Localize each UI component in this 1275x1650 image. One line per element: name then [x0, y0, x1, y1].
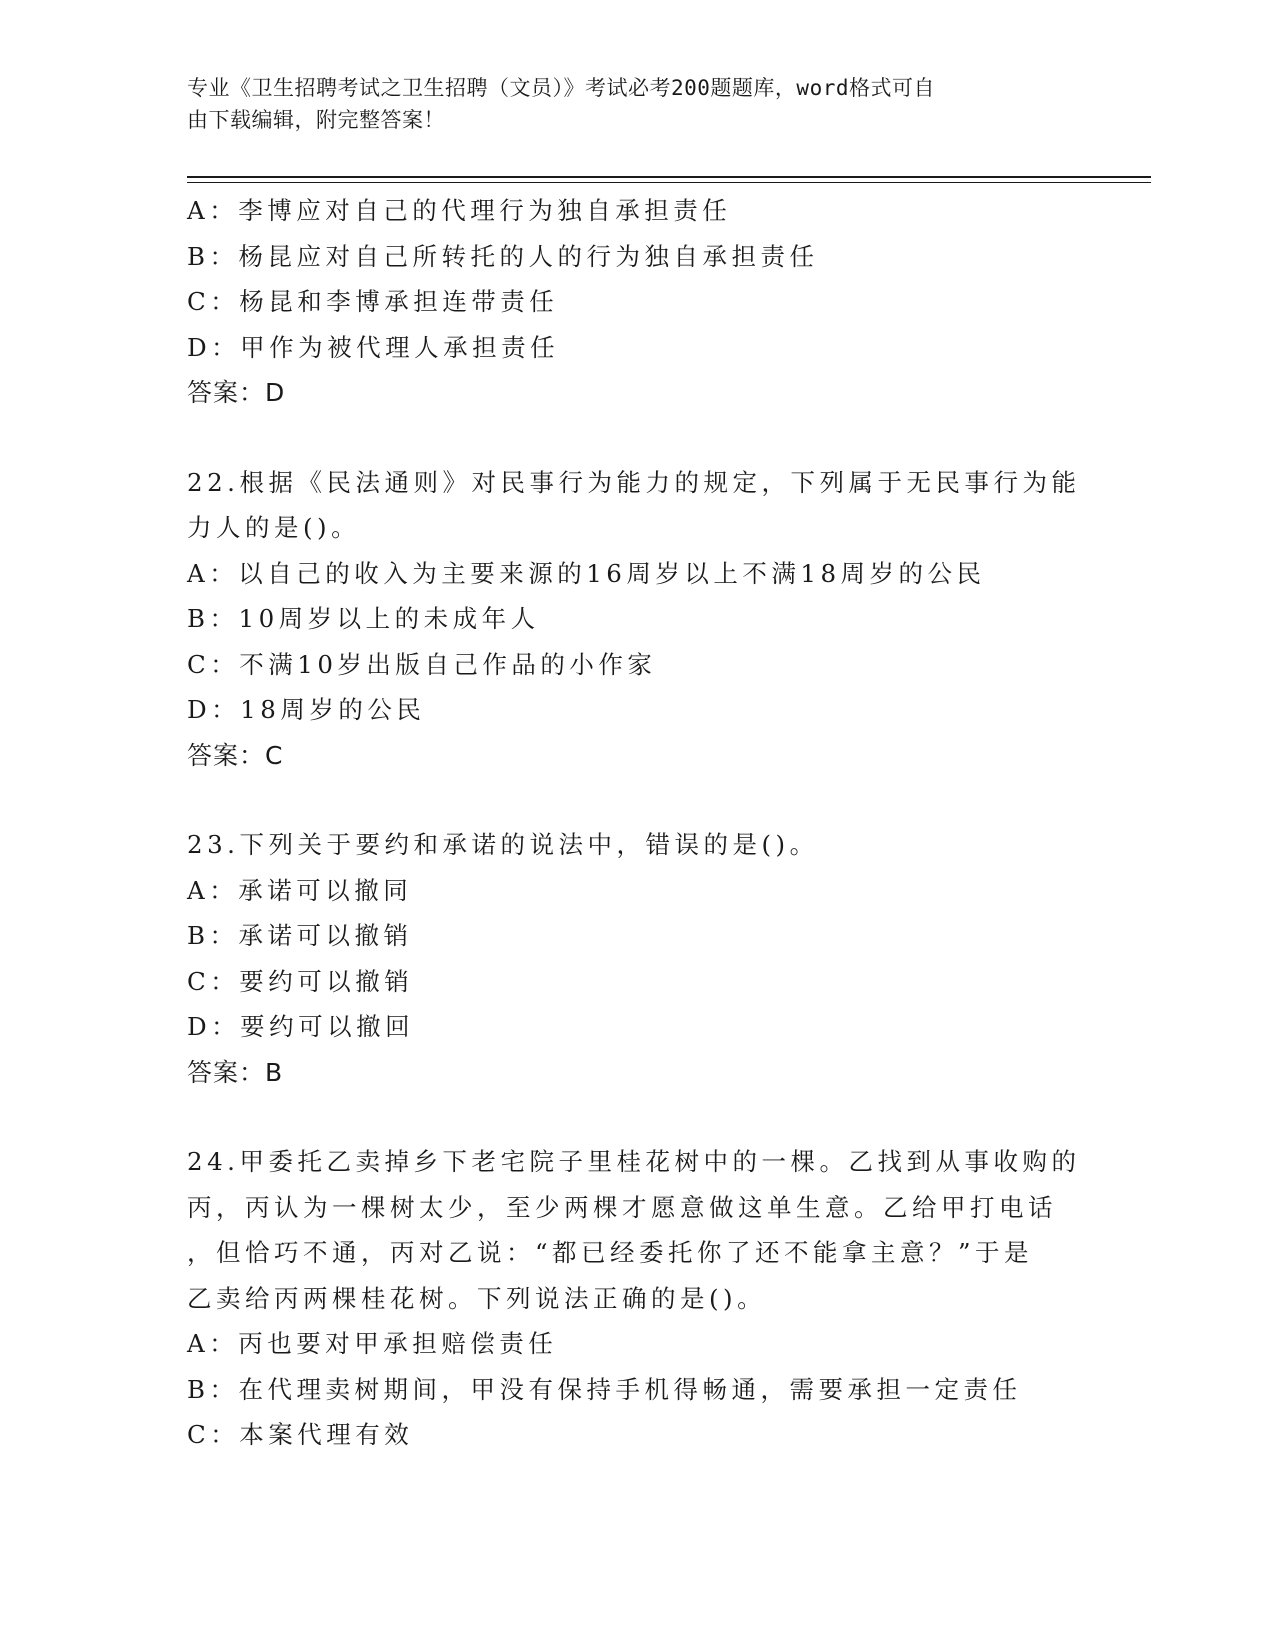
header-rule-thick	[187, 176, 1151, 178]
question-stem-line: 乙卖给丙两棵桂花树。下列说法正确的是()。	[187, 1283, 767, 1313]
option-b: B：承诺可以撤销	[187, 921, 413, 950]
question-22	[187, 460, 1087, 779]
question-stem-line: 丙，丙认为一棵树太少，至少两棵才愿意做这单生意。乙给甲打电话	[187, 1192, 1057, 1222]
header-rule-thin	[187, 182, 1151, 183]
question-stem-line: ，但恰巧不通，丙对乙说：“都已经委托你了还不能拿主意？”于是	[187, 1238, 1034, 1267]
answer: 答案：B	[187, 1057, 284, 1087]
option-c: C：本案代理有效	[187, 1420, 414, 1449]
answer: 答案：D	[187, 378, 286, 407]
option-b: B：10周岁以上的未成年人	[187, 604, 540, 633]
option-d: D：要约可以撤回	[187, 1012, 415, 1041]
document-header	[187, 72, 1087, 136]
option-a: A：承诺可以撤同	[187, 875, 413, 905]
question-23	[187, 822, 1087, 1095]
header-line-2: 由下载编辑，附完整答案！	[187, 108, 445, 132]
answer: 答案：C	[187, 740, 284, 770]
option-c: C：不满10岁出版自己作品的小作家	[187, 649, 657, 679]
option-b: B：杨昆应对自己所转托的人的行为独自承担责任	[187, 241, 819, 271]
option-d: D：18周岁的公民	[187, 695, 426, 724]
question-stem-line: 24.甲委托乙卖掉乡下老宅院子里桂花树中的一棵。乙找到从事收购的	[187, 1147, 1081, 1176]
option-b: B：在代理卖树期间，甲没有保持手机得畅通，需要承担一定责任	[187, 1374, 1022, 1404]
option-a: A：丙也要对甲承担赔偿责任	[187, 1329, 558, 1358]
question-21	[187, 188, 1087, 416]
question-stem-line: 力人的是()。	[187, 513, 361, 542]
question-24	[187, 1139, 1087, 1458]
header-line-1: 专业《卫生招聘考试之卫生招聘（文员）》考试必考200题题库，word格式可自	[187, 76, 935, 100]
document-content	[187, 188, 1087, 1458]
option-c: C：杨昆和李博承担连带责任	[187, 287, 559, 316]
option-a: A：以自己的收入为主要来源的16周岁以上不满18周岁的公民	[187, 558, 986, 588]
question-stem-line: 23.下列关于要约和承诺的说法中，错误的是()。	[187, 830, 819, 859]
option-d: D：甲作为被代理人承担责任	[187, 332, 560, 362]
option-a: A：李博应对自己的代理行为独自承担责任	[187, 196, 732, 225]
option-c: C：要约可以撤销	[187, 966, 414, 996]
question-stem-line: 22.根据《民法通则》对民事行为能力的规定，下列属于无民事行为能	[187, 467, 1081, 497]
